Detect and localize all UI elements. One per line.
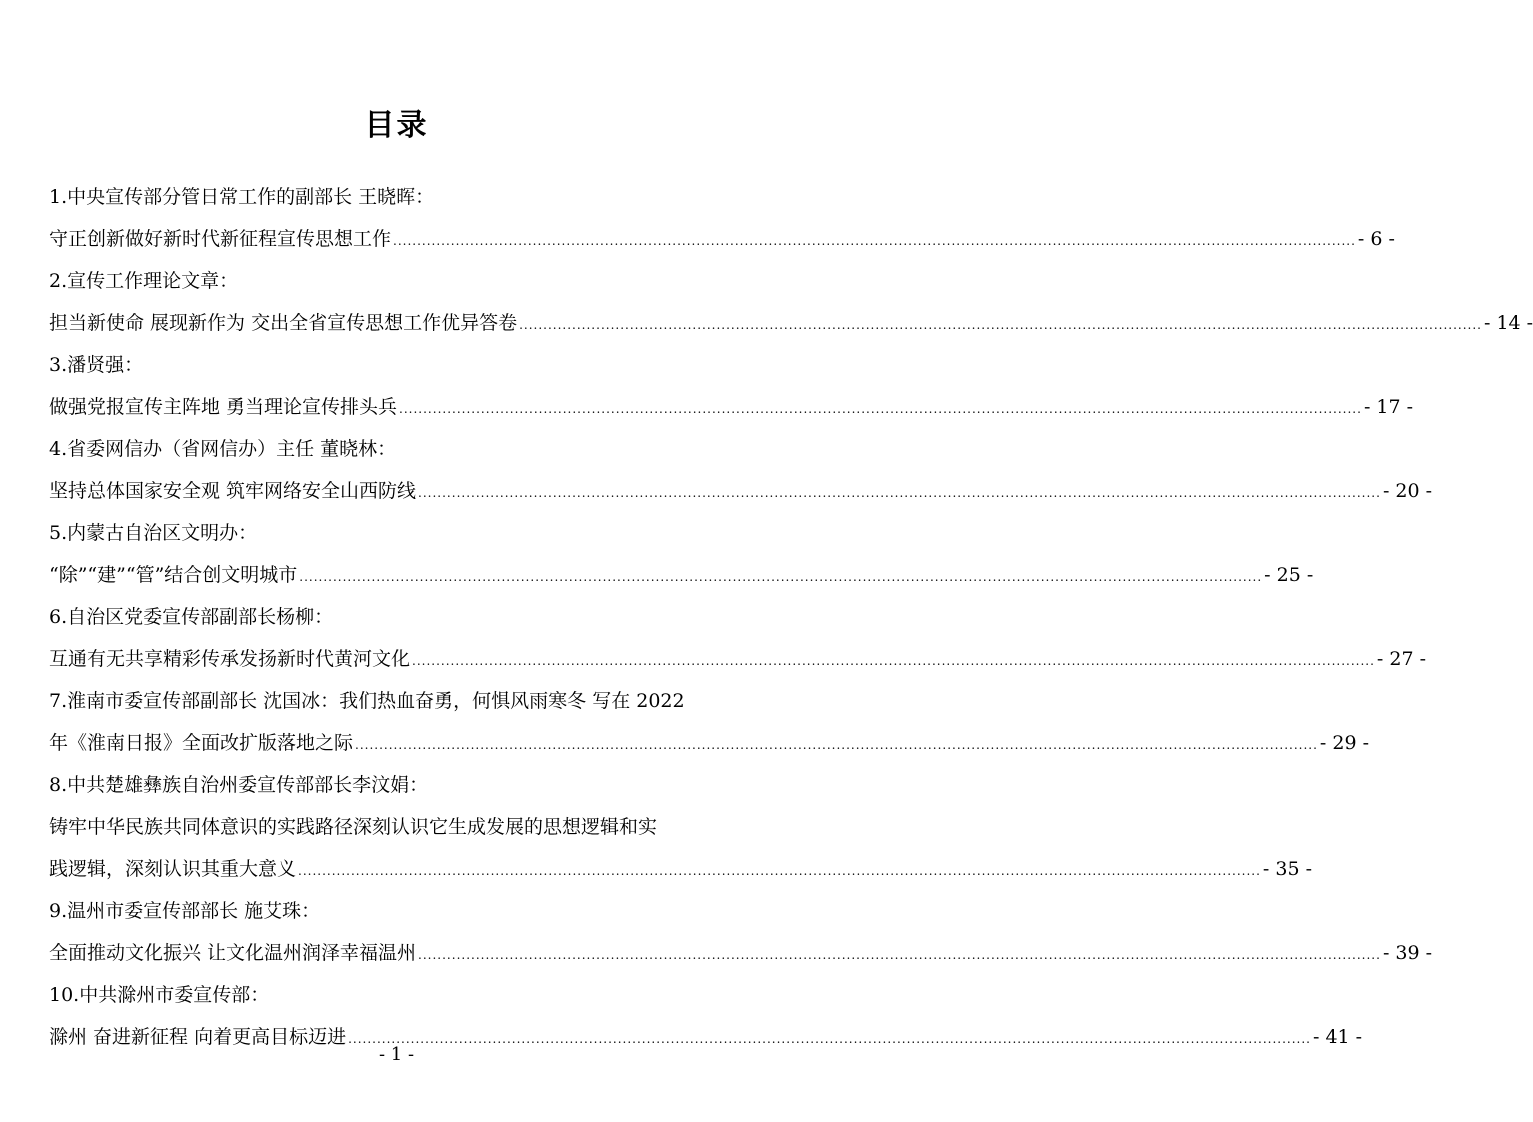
toc-entry-text: 10.中共滁州市委宣传部： xyxy=(49,984,270,1006)
toc-entry-link[interactable] xyxy=(49,722,1370,764)
dot-leader: ........................................................................................................................................................................................................ xyxy=(418,486,1381,500)
toc-entry-heading xyxy=(49,344,745,386)
dot-leader: ........................................................................................................................................................................................................ xyxy=(348,1032,1311,1046)
toc-entry-link[interactable] xyxy=(49,218,1395,260)
toc-entry-text: 担当新使命 展现新作为 交出全省宣传思想工作优异答卷 xyxy=(49,312,518,334)
toc-entry-link[interactable] xyxy=(49,302,1533,344)
toc-entry-heading xyxy=(49,428,745,470)
toc-entry-link[interactable] xyxy=(49,554,1314,596)
dot-leader: ........................................................................................................................................................................................................ xyxy=(412,654,1375,668)
toc-entry-heading xyxy=(49,974,745,1016)
toc-entry-heading xyxy=(49,176,745,218)
toc-page-number: - 41 - xyxy=(1312,1026,1363,1048)
toc-entry-heading xyxy=(49,512,745,554)
page-number-footer: - 1 - xyxy=(378,1044,415,1065)
toc-entry-text: 7.淮南市委宣传部副部长 沈国冰：我们热血奋勇，何惧风雨寒冬 写在 2022 xyxy=(49,690,685,712)
toc-entry-text: 坚持总体国家安全观 筑牢网络安全山西防线 xyxy=(49,480,417,502)
toc-entry-link[interactable] xyxy=(49,638,1427,680)
toc-entry-heading xyxy=(49,596,745,638)
dot-leader: ........................................................................................................................................................................................................ xyxy=(519,318,1482,332)
toc-entry-text: 滁州 奋进新征程 向着更高目标迈进 xyxy=(49,1026,347,1048)
toc-page-number: - 6 - xyxy=(1357,228,1395,250)
dot-leader: ........................................................................................................................................................................................................ xyxy=(298,864,1261,878)
toc-entry-heading xyxy=(49,890,745,932)
toc-entry-link[interactable] xyxy=(49,932,1433,974)
toc-entry-text: 1.中央宣传部分管日常工作的副部长 王晓晖： xyxy=(49,186,435,208)
toc-page-number: - 25 - xyxy=(1264,564,1314,586)
toc-entry-text: 4.省委网信办（省网信办）主任 董晓林： xyxy=(49,438,397,460)
dot-leader: ........................................................................................................................................................................................................ xyxy=(418,948,1381,962)
dot-leader: ........................................................................................................................................................................................................ xyxy=(399,402,1362,416)
toc-entry-text: 2.宣传工作理论文章： xyxy=(49,270,239,292)
dot-leader: ........................................................................................................................................................................................................ xyxy=(299,570,1263,584)
table-of-contents xyxy=(49,176,1533,1058)
toc-entry-heading xyxy=(49,260,745,302)
toc-entry-text: 守正创新做好新时代新征程宣传思想工作 xyxy=(49,228,392,250)
toc-entry-text: 做强党报宣传主阵地 勇当理论宣传排头兵 xyxy=(49,396,398,418)
toc-entry-link[interactable] xyxy=(49,386,1414,428)
toc-entry-link[interactable] xyxy=(49,470,1433,512)
toc-entry-text: 铸牢中华民族共同体意识的实践路径深刻认识它生成发展的思想逻辑和实 xyxy=(49,816,658,838)
toc-entry-text: 全面推动文化振兴 让文化温州润泽幸福温州 xyxy=(49,942,417,964)
toc-entry-text: “除”“建”“管”结合创文明城市 xyxy=(49,564,298,586)
toc-entry-text: 互通有无共享精彩传承发扬新时代黄河文化 xyxy=(49,648,411,670)
dot-leader: ........................................................................................................................................................................................................ xyxy=(355,738,1318,752)
toc-entry-link[interactable] xyxy=(49,848,1313,890)
toc-entry-text: 践逻辑，深刻认识其重大意义 xyxy=(49,858,297,880)
toc-page-number: - 20 - xyxy=(1382,480,1433,502)
toc-entry-text: 5.内蒙古自治区文明办： xyxy=(49,522,258,544)
toc-entry-heading xyxy=(49,806,745,848)
toc-entry-text: 年《淮南日报》全面改扩版落地之际 xyxy=(49,732,354,754)
toc-page-number: - 39 - xyxy=(1382,942,1433,964)
toc-entry-text: 8.中共楚雄彝族自治州委宣传部部长李汶娟： xyxy=(49,774,429,796)
toc-page-number: - 14 - xyxy=(1483,312,1533,334)
toc-entry-heading xyxy=(49,680,745,722)
toc-entry-text: 3.潘贤强： xyxy=(49,354,144,376)
toc-entry-heading xyxy=(49,764,745,806)
toc-page-number: - 29 - xyxy=(1319,732,1370,754)
toc-page-number: - 27 - xyxy=(1376,648,1427,670)
dot-leader: ........................................................................................................................................................................................................ xyxy=(393,234,1356,248)
toc-title: 目录 xyxy=(364,108,429,143)
toc-entry-text: 9.温州市委宣传部部长 施艾珠： xyxy=(49,900,321,922)
toc-page-number: - 35 - xyxy=(1262,858,1313,880)
toc-page-number: - 17 - xyxy=(1363,396,1414,418)
toc-entry-text: 6.自治区党委宣传部副部长杨柳： xyxy=(49,606,334,628)
